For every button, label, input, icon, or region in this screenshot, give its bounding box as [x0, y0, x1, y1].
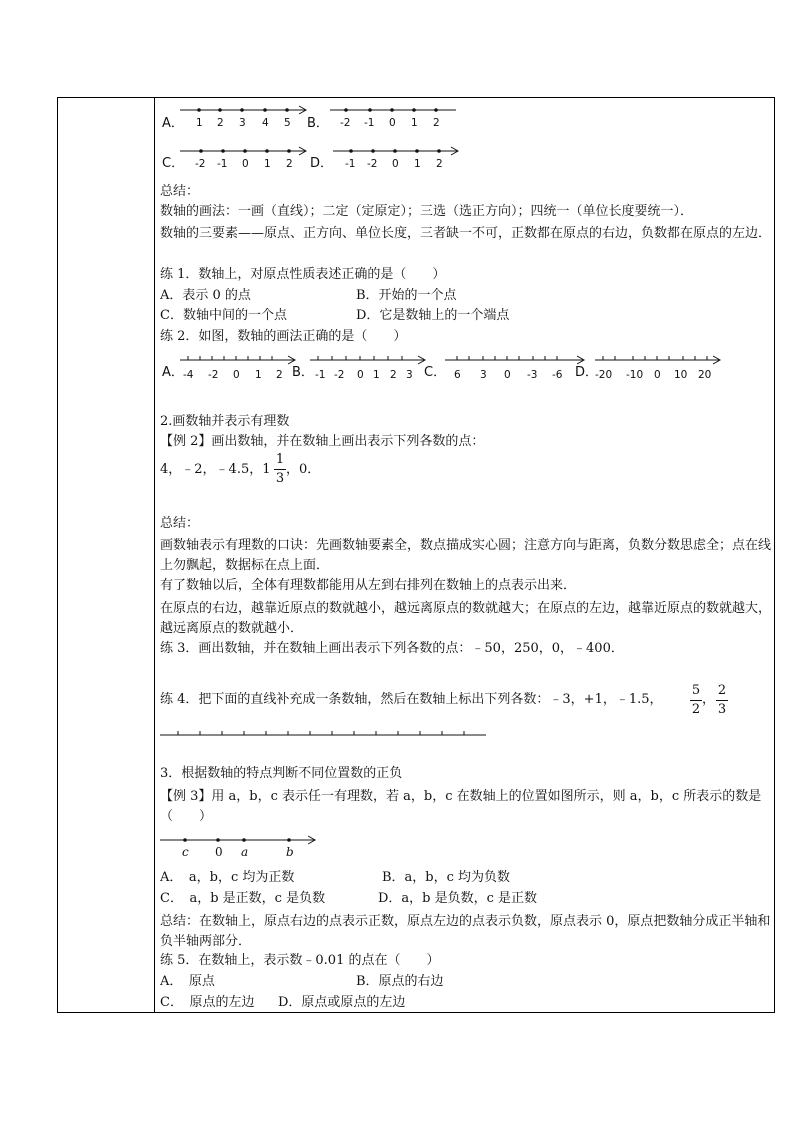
- tick-label: -2: [340, 117, 351, 129]
- example-3-option-a: A． a，b，c 均为正数: [160, 870, 295, 885]
- tick-label: 0: [357, 369, 364, 381]
- tick-label: -1: [315, 369, 326, 381]
- tick-label: -1: [364, 117, 375, 129]
- ex2-number-line-d: [595, 354, 725, 382]
- q1-number-line-a: [180, 104, 310, 130]
- tick-label: 2: [286, 158, 293, 170]
- fraction-bar: [716, 700, 728, 701]
- ex2-option-b-label: B．: [292, 365, 314, 380]
- tick-label: 10: [674, 369, 688, 381]
- tick-label: -10: [626, 369, 644, 381]
- q1-option-b-label: B．: [307, 116, 329, 131]
- section-3-title: 3．根据数轴的特点判断不同位置数的正负: [160, 766, 403, 781]
- fraction-numerator: 1: [275, 452, 285, 467]
- example-2-tag: 【例 2】: [160, 434, 212, 449]
- ex2-option-d-label: D．: [575, 365, 599, 380]
- incomplete-number-line: [160, 728, 490, 738]
- tick-label: 1: [255, 369, 262, 381]
- exercise-1-option-c: C．数轴中间的一个点: [160, 308, 287, 323]
- exercise-5-option-b: B．原点的右边: [356, 974, 444, 989]
- fraction-numerator: 2: [717, 683, 727, 698]
- summary-heading: 总结：: [160, 184, 200, 199]
- ex2-option-a-label: A．: [162, 365, 184, 380]
- example-3-tag: 【例 3】: [160, 789, 212, 804]
- q1-number-line-c: [180, 145, 310, 171]
- exercise-5-option-c: C． 原点的左边: [160, 995, 255, 1010]
- tick-label: -3: [527, 369, 538, 381]
- tick-label: 1: [264, 158, 271, 170]
- tick-label: 1: [414, 158, 421, 170]
- exercise-1-option-d: D．它是数轴上的一个端点: [356, 308, 510, 323]
- summary-3-text: 总结：在数轴上，原点右边的点表示正数，原点左边的点表示负数，原点表示 0，原点把数轴分成正半轴和负半轴两部分．: [160, 914, 771, 949]
- fraction-bar: [690, 700, 702, 701]
- example-3-option-c: C． a，b 是正数，c 是负数: [160, 891, 326, 906]
- axis-label-zero: 0: [215, 845, 223, 859]
- mixed-fraction-part: [274, 452, 286, 488]
- example-2-numbers-tail: ，0．: [286, 462, 321, 477]
- exercise-3-text: 练 3．画出数轴，并在数轴上画出表示下列各数的点：﹣50，250，0，﹣400．: [160, 641, 624, 656]
- tick-label: 3: [239, 117, 246, 129]
- q1-option-d-label: D．: [310, 156, 334, 171]
- tick-label: 3: [406, 369, 413, 381]
- summary-2-distance-rule: 在原点的右边，越靠近原点的数就越小，越远离原点的数就越大；在原点的左边，越靠近原点的数就越大，越远离原点的数就越小．: [160, 601, 772, 636]
- example-3: [160, 787, 775, 827]
- tick-label: 1: [196, 117, 203, 129]
- tick-label: 2: [217, 117, 224, 129]
- tick-label: -20: [595, 369, 613, 381]
- exercise-5-option-d: D．原点或原点的左边: [278, 995, 406, 1010]
- tick-label: -2: [367, 158, 378, 170]
- tick-label: 0: [392, 158, 399, 170]
- tick-label: -1: [345, 158, 356, 170]
- axis-label-a: a: [241, 845, 249, 859]
- exercise-5-question: 练 5．在数轴上，表示数﹣0.01 的点在（ ）: [160, 953, 440, 968]
- ex2-option-c-label: C．: [424, 365, 447, 380]
- tick-label: 2: [436, 158, 443, 170]
- tick-label: 20: [698, 369, 712, 381]
- tick-label: -6: [552, 369, 563, 381]
- fraction-numerator: 5: [691, 683, 701, 698]
- tick-label: 0: [242, 158, 249, 170]
- ex2-number-line-c: [445, 354, 595, 382]
- tick-label: 1: [411, 117, 418, 129]
- fraction-two-thirds: [716, 683, 728, 719]
- exercise-4-text: 练 4．把下面的直线补充成一条数轴，然后在数轴上标出下列各数：﹣3，+1，﹣1.5，: [160, 692, 663, 707]
- tick-label: 2: [276, 369, 283, 381]
- tick-label: -2: [208, 369, 219, 381]
- tick-label: 5: [284, 117, 291, 129]
- q1-number-line-b: [330, 104, 460, 130]
- tick-label: 3: [480, 369, 487, 381]
- tick-label: -2: [195, 158, 206, 170]
- ex2-number-line-b: [310, 354, 430, 382]
- tick-label: -4: [183, 369, 194, 381]
- section-2-title: 2.画数轴并表示有理数: [160, 414, 290, 429]
- tick-label: -2: [334, 369, 345, 381]
- exercise-5-option-a: A． 原点: [160, 974, 215, 989]
- fraction-denominator: 2: [691, 702, 701, 717]
- q1-number-line-d: [333, 145, 463, 171]
- fraction-denominator: 3: [717, 702, 727, 717]
- example-2: [160, 434, 484, 450]
- fraction-five-halves: [690, 683, 702, 719]
- tick-label: 1: [373, 369, 380, 381]
- summary-axis-drawing: 数轴的画法：一画（直线）；二定（定原定）；三选（选正方向）；四统一（单位长度要统一）．: [160, 204, 694, 219]
- example-3-option-b: B．a，b，c 均为负数: [382, 870, 511, 885]
- ex2-number-line-a: [180, 354, 298, 382]
- fraction-denominator: 3: [275, 471, 285, 486]
- axis-label-c: c: [182, 845, 189, 859]
- tick-label: 0: [233, 369, 240, 381]
- tick-label: 0: [389, 117, 396, 129]
- tick-label: 2: [433, 117, 440, 129]
- tick-label: 6: [454, 369, 461, 381]
- tick-label: -1: [217, 158, 228, 170]
- tick-label: 0: [504, 369, 511, 381]
- exercise-2-question: 练 2．如图，数轴的画法正确的是（ ）: [160, 329, 407, 344]
- exercise-1-option-a: A．表示 0 的点: [160, 288, 251, 303]
- fraction-separator: ，: [702, 692, 716, 707]
- example-3-option-d: D．a，b 是负数，c 是正数: [378, 891, 538, 906]
- summary-2-rhyme: 画数轴表示有理数的口诀：先画数轴要素全，数点描成实心圆；注意方向与距离，负数分数思虑全；点在线上勿飘起，数据标在点上面．: [160, 538, 772, 573]
- example-3-text: 用 a，b，c 表示任一有理数，若 a，b，c 在数轴上的位置如图所示，则 a，b，c 所表示的数是（ ）: [160, 789, 762, 824]
- tick-label: 2: [390, 369, 397, 381]
- example-2-numbers: 4，﹣2，﹣4.5，1: [160, 462, 271, 477]
- tick-label: 4: [262, 117, 269, 129]
- column-divider: [154, 98, 155, 1012]
- exercise-1-question: 练 1．数轴上，对原点性质表述正确的是（ ）: [160, 267, 446, 282]
- q1-option-c-label: C．: [162, 156, 185, 171]
- tick-label: 0: [654, 369, 661, 381]
- axis-label-b: b: [286, 845, 294, 859]
- summary-axis-elements: 数轴的三要素——原点、正方向、单位长度，三者缺一不可，正数都在原点的右边，负数都在原点的左边．: [160, 226, 772, 241]
- exercise-1-option-b: B．开始的一个点: [356, 288, 457, 303]
- summary-2-rational-order: 有了数轴以后，全体有理数都能用从左到右排列在数轴上的点表示出来．: [160, 578, 577, 593]
- example-3-number-line: [160, 834, 320, 860]
- example-2-text: 画出数轴，并在数轴上画出表示下列各数的点：: [211, 434, 485, 449]
- q1-option-a-label: A．: [162, 116, 184, 131]
- summary-2-heading: 总结：: [160, 516, 200, 531]
- fraction-bar: [274, 469, 286, 470]
